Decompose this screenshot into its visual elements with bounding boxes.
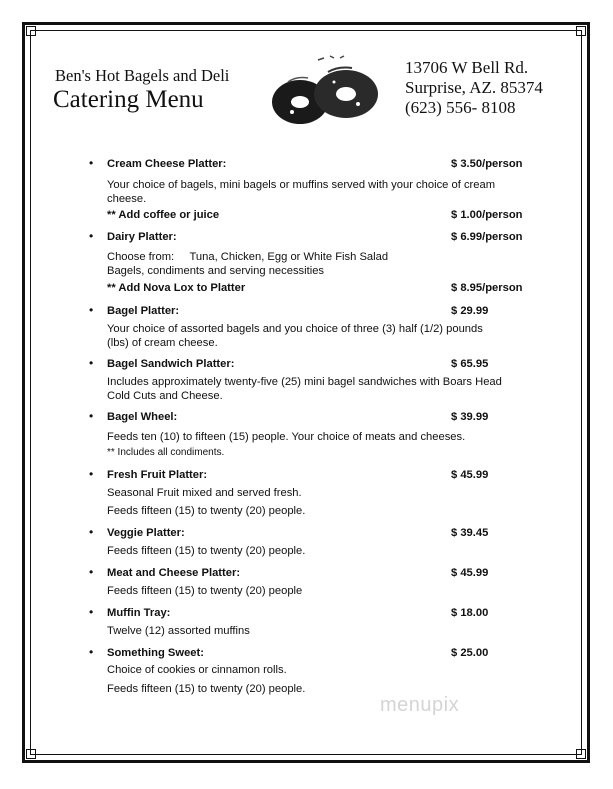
bullet-icon: •	[89, 303, 94, 317]
item-name: Cream Cheese Platter:	[107, 158, 227, 170]
item-description: Feeds ten (10) to fifteen (15) people. Your choice of meats and cheeses.	[107, 431, 466, 443]
item-price: $ 39.99	[451, 411, 489, 423]
bullet-icon: •	[89, 645, 94, 659]
item-price: $ 45.99	[451, 567, 489, 579]
bullet-icon: •	[89, 525, 94, 539]
item-price: $ 45.99	[451, 469, 489, 481]
watermark: menupix	[380, 694, 460, 716]
item-description: Feeds fifteen (15) to twenty (20) people.	[107, 505, 306, 517]
item-name: Meat and Cheese Platter:	[107, 567, 241, 579]
item-description: Cold Cuts and Cheese.	[107, 390, 223, 402]
item-description: Twelve (12) assorted muffins	[107, 625, 250, 637]
item-description: Feeds fifteen (15) to twenty (20) people	[107, 585, 303, 597]
item-price: $ 18.00	[451, 607, 489, 619]
address-street: 13706 W Bell Rd.	[405, 58, 529, 77]
bullet-icon: •	[89, 565, 94, 579]
item-name: Fresh Fruit Platter:	[107, 469, 208, 481]
item-name: Bagel Sandwich Platter:	[107, 358, 235, 370]
item-note: ** Includes all condiments.	[107, 447, 225, 458]
bullet-icon: •	[89, 356, 94, 370]
item-description: Seasonal Fruit mixed and served fresh.	[107, 487, 302, 499]
item-description: Choose from: Tuna, Chicken, Egg or White Fish Salad	[107, 251, 389, 263]
phone-number: (623) 556- 8108	[405, 98, 516, 117]
bullet-icon: •	[89, 156, 94, 170]
item-description: Feeds fifteen (15) to twenty (20) people.	[107, 683, 306, 695]
item-price: $ 65.95	[451, 358, 489, 370]
item-name: Dairy Platter:	[107, 231, 177, 243]
address-city: Surprise, AZ. 85374	[405, 78, 543, 97]
item-description: Your choice of bagels, mini bagels or muffins served with your choice of cream	[107, 179, 496, 191]
item-name: Veggie Platter:	[107, 527, 185, 539]
item-name: Bagel Wheel:	[107, 411, 178, 423]
addon-price: $ 8.95/person	[451, 282, 523, 294]
item-price: $ 6.99/person	[451, 231, 523, 243]
item-price: $ 3.50/person	[451, 158, 523, 170]
item-description: Your choice of assorted bagels and you choice of three (3) half (1/2) pounds	[107, 323, 483, 335]
bullet-icon: •	[89, 605, 94, 619]
item-price: $ 25.00	[451, 647, 489, 659]
item-description: cheese.	[107, 193, 147, 205]
bullet-icon: •	[89, 467, 94, 481]
restaurant-name: Ben's Hot Bagels and Deli	[55, 66, 230, 85]
addon-name: ** Add coffee or juice	[107, 209, 220, 221]
item-description: Feeds fifteen (15) to twenty (20) people.	[107, 545, 306, 557]
item-description: (lbs) of cream cheese.	[107, 337, 218, 349]
item-description: Bagels, condiments and serving necessities	[107, 265, 325, 277]
item-name: Something Sweet:	[107, 647, 204, 659]
item-name: Muffin Tray:	[107, 607, 171, 619]
addon-price: $ 1.00/person	[451, 209, 523, 221]
item-price: $ 39.45	[451, 527, 489, 539]
item-name: Bagel Platter:	[107, 305, 180, 317]
bullet-icon: •	[89, 229, 94, 243]
addon-name: ** Add Nova Lox to Platter	[107, 282, 246, 294]
bullet-icon: •	[89, 409, 94, 423]
item-price: $ 29.99	[451, 305, 489, 317]
item-description: Includes approximately twenty-five (25) mini bagel sandwiches with Boars Head	[107, 376, 502, 388]
item-description: Choice of cookies or cinnamon rolls.	[107, 664, 287, 676]
menu-title: Catering Menu	[53, 86, 204, 113]
